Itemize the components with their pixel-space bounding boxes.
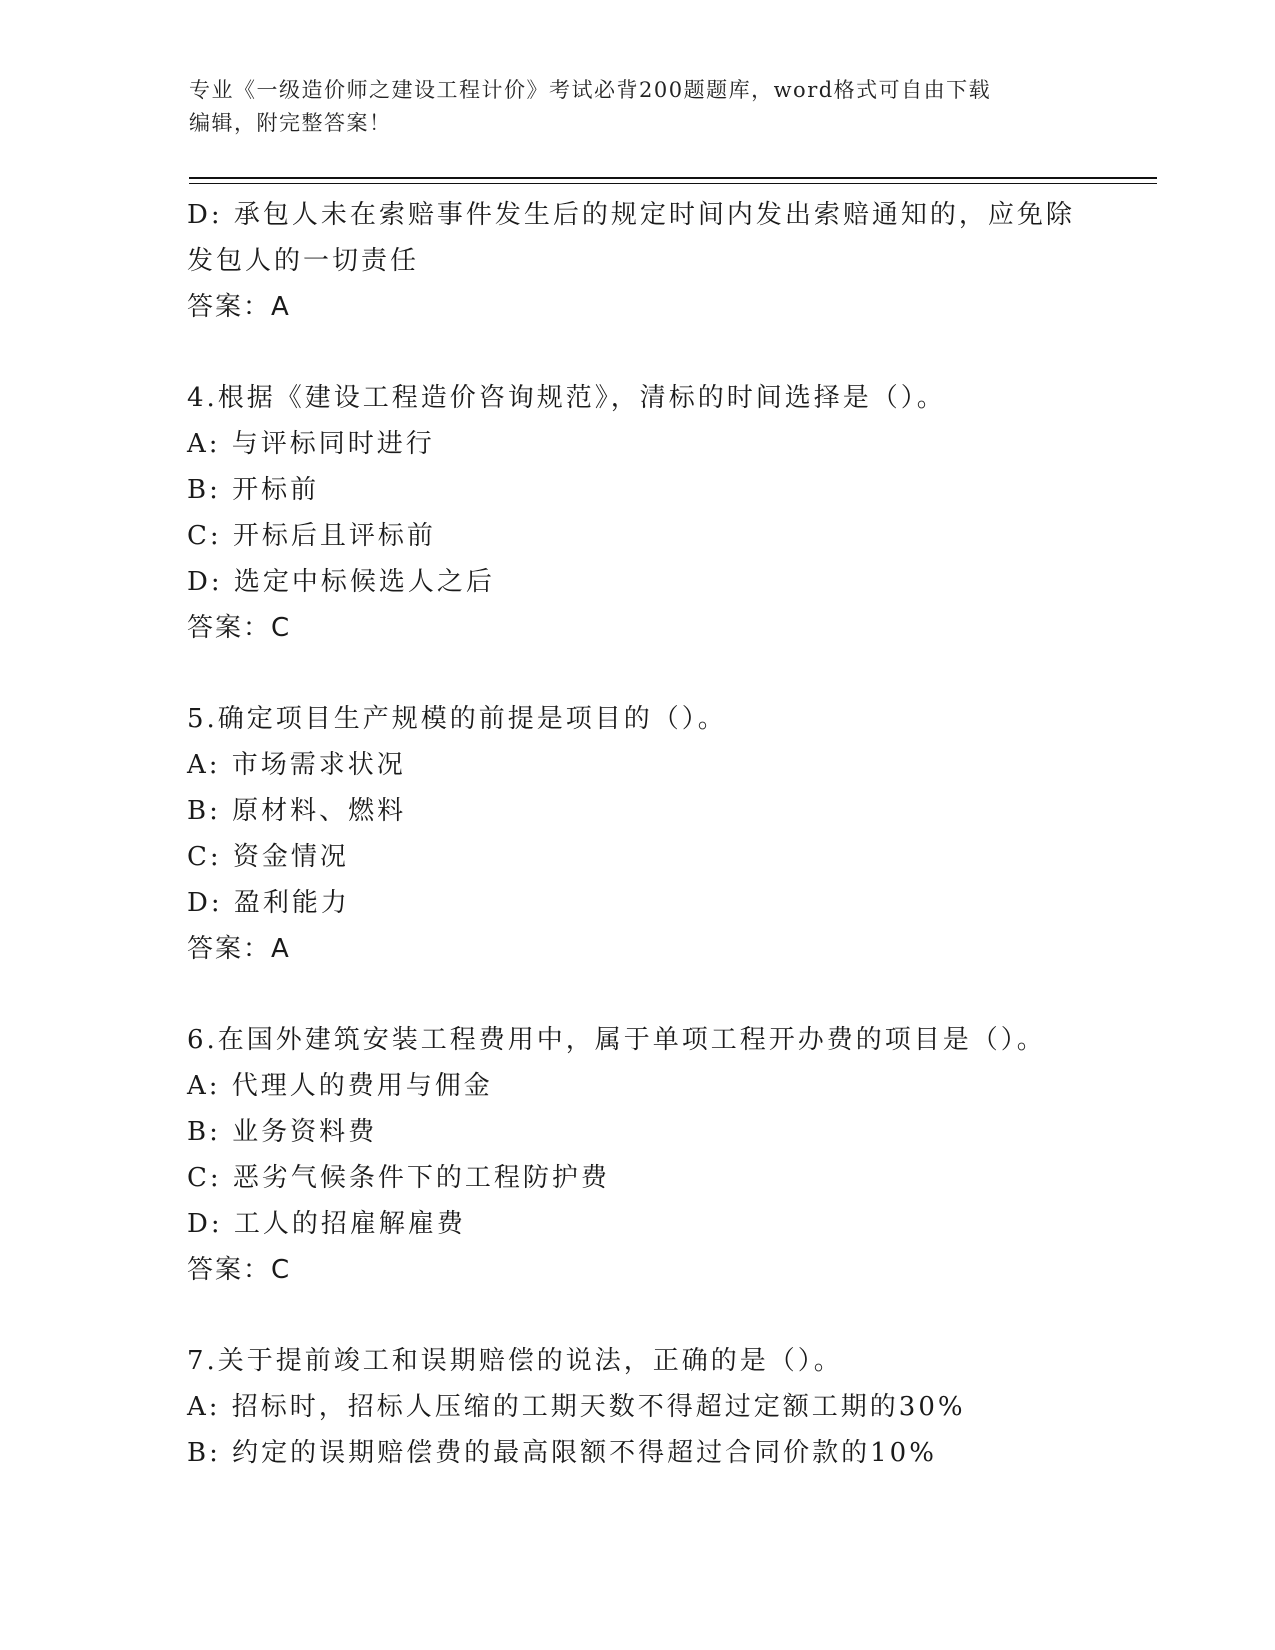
header-divider-thick — [189, 177, 1157, 179]
header-title-line2: 编辑，附完整答案！ — [189, 111, 392, 135]
question-5 — [187, 696, 1147, 972]
question-6 — [187, 1017, 1147, 1293]
answer: 答案：C — [187, 613, 292, 643]
option-c: C: 恶劣气候条件下的工程防护费 — [187, 1163, 610, 1193]
option-a: A: 代理人的费用与佣金 — [187, 1071, 493, 1101]
option-b: B: 原材料、燃料 — [187, 796, 407, 826]
spacer — [187, 330, 1147, 375]
option-d: D: 工人的招雇解雇费 — [187, 1209, 466, 1239]
question-4 — [187, 375, 1147, 651]
spacer — [187, 972, 1147, 1017]
question-stem: 4.根据《建设工程造价咨询规范》，清标的时间选择是（）。 — [187, 383, 946, 413]
option-c: C: 开标后且评标前 — [187, 521, 436, 551]
question-stem: 5.确定项目生产规模的前提是项目的（）。 — [187, 704, 727, 734]
option-b: B: 开标前 — [187, 475, 320, 505]
option-d: D: 选定中标候选人之后 — [187, 567, 495, 597]
answer: 答案：C — [187, 1255, 292, 1285]
spacer — [187, 1293, 1147, 1338]
page-header — [189, 74, 1089, 140]
option-c: C: 资金情况 — [187, 842, 349, 872]
question-list — [187, 192, 1147, 1476]
answer: 答案：A — [187, 934, 291, 964]
question-stem: 6.在国外建筑安装工程费用中，属于单项工程开办费的项目是（）。 — [187, 1025, 1046, 1055]
option-a: A: 与评标同时进行 — [187, 429, 435, 459]
option-d: D: 承包人未在索赔事件发生后的规定时间内发出索赔通知的，应免除 — [187, 200, 1075, 230]
question-stem: 7.关于提前竣工和误期赔偿的说法，正确的是（）。 — [187, 1346, 843, 1376]
option-d-continued: 发包人的一切责任 — [187, 246, 420, 276]
option-a: A: 招标时，招标人压缩的工期天数不得超过定额工期的30% — [187, 1392, 966, 1422]
option-b: B: 约定的误期赔偿费的最高限额不得超过合同价款的10% — [187, 1438, 937, 1468]
option-b: B: 业务资料费 — [187, 1117, 378, 1147]
header-divider-thin — [189, 183, 1157, 184]
option-d: D: 盈利能力 — [187, 888, 350, 918]
question-3-continued — [187, 192, 1147, 330]
question-7 — [187, 1338, 1147, 1476]
spacer — [187, 651, 1147, 696]
option-a: A: 市场需求状况 — [187, 750, 406, 780]
answer: 答案：A — [187, 292, 291, 322]
header-title-line1: 专业《一级造价师之建设工程计价》考试必背200题题库，word格式可自由下载 — [189, 78, 992, 102]
